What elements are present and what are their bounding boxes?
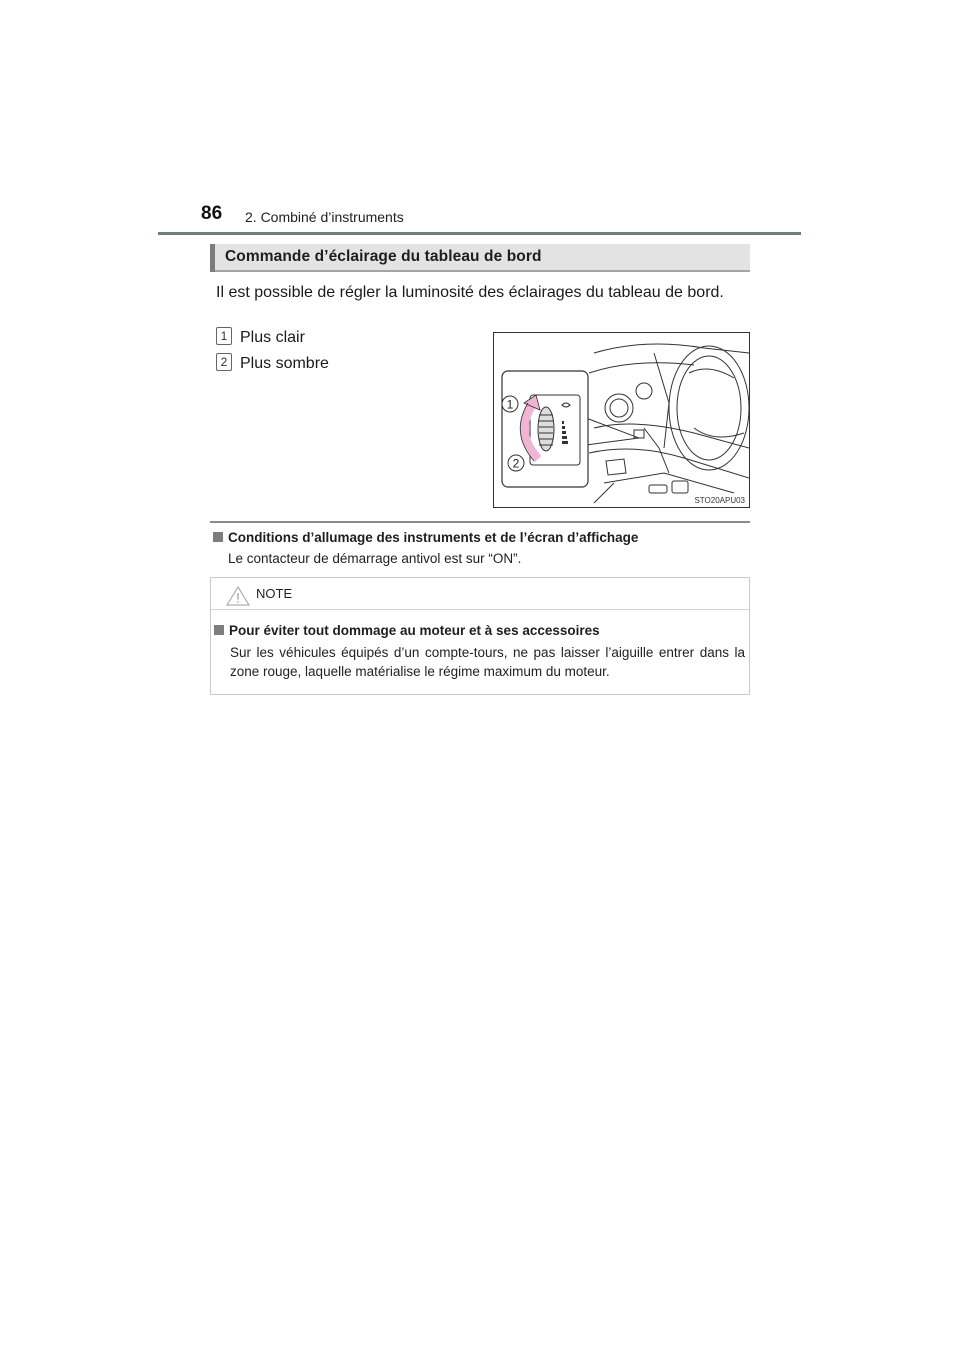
list-item xyxy=(216,329,305,347)
conditions-text: Le contacteur de démarrage antivol est sur “ON”. xyxy=(228,551,522,566)
info-rule xyxy=(210,521,750,523)
note-box xyxy=(210,577,750,695)
dashboard-illustration xyxy=(493,332,750,508)
header-rule xyxy=(158,232,801,235)
callout-1: 1 xyxy=(506,397,514,412)
item-number-1: 1 xyxy=(216,327,232,345)
note-title-text: Pour éviter tout dommage au moteur et à ses accessoires xyxy=(229,623,600,638)
page-number: 86 xyxy=(201,203,223,224)
conditions-title-text: Conditions d’allumage des instruments et de l’écran d’affichage xyxy=(228,530,639,545)
heading-accent xyxy=(210,244,215,272)
note-title xyxy=(214,623,600,638)
square-bullet-icon xyxy=(214,625,224,635)
note-label: NOTE xyxy=(256,586,293,601)
dashboard-drawing xyxy=(494,333,749,507)
square-bullet-icon xyxy=(213,532,223,542)
section-title: 2. Combiné d’instruments xyxy=(245,209,404,225)
section-heading xyxy=(210,244,750,272)
conditions-title xyxy=(213,530,638,545)
list-item xyxy=(216,355,329,373)
note-text: Sur les véhicules équipés d’un compte-tours, ne pas laisser l’aiguille entrer dans la zone rouge, laquelle matérialise le régime maximum du moteur. xyxy=(230,645,745,679)
item-label: Plus clair xyxy=(240,329,305,346)
section-heading-text: Commande d’éclairage du tableau de bord xyxy=(225,248,542,265)
note-header xyxy=(211,578,749,610)
callout-2: 2 xyxy=(512,456,520,471)
item-number-2: 2 xyxy=(216,353,232,371)
illustration-code: STO20APU03 xyxy=(694,496,745,505)
item-label: Plus sombre xyxy=(240,355,329,372)
warning-triangle-icon xyxy=(226,586,250,606)
intro-paragraph: Il est possible de régler la luminosité des éclairages du tableau de bord. xyxy=(216,284,724,301)
